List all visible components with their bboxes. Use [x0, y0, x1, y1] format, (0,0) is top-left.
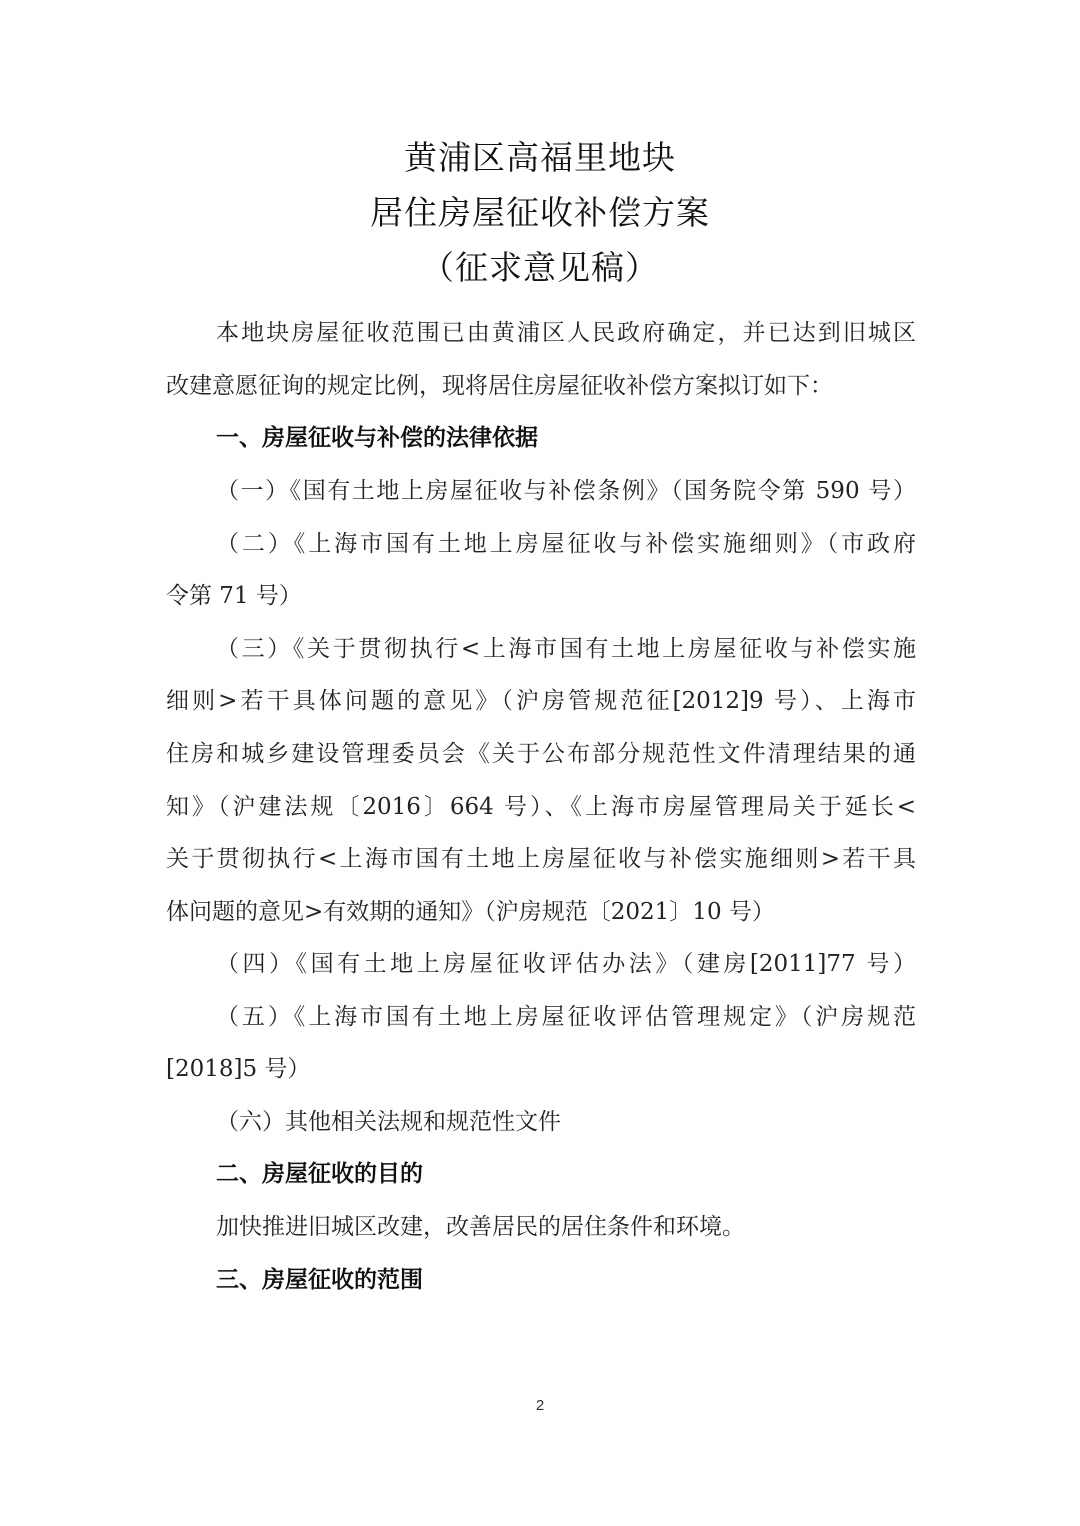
basis-item-2-line-1: （二）《上海市国有土地上房屋征收与补偿实施细则》（市政府	[216, 531, 916, 557]
basis-item-2-line-2: 令第 71 号）	[166, 583, 302, 609]
basis-item-5-line-1: （五）《上海市国有土地上房屋征收评估管理规定》（沪房规范	[216, 1004, 916, 1030]
basis-item-3-line-4: 知》（沪建法规〔2016〕664 号）、《上海市房屋管理局关于延长<	[166, 794, 916, 820]
basis-item-3-line-2: 细则>若干具体问题的意见》（沪房管规范征[2012]9 号）、上海市	[166, 688, 916, 714]
section-3-heading: 三、房屋征收的范围	[216, 1267, 423, 1293]
basis-item-3-line-6: 体问题的意见>有效期的通知》（沪房规范〔2021〕10 号）	[166, 899, 775, 925]
basis-item-3-line-1: （三）《关于贯彻执行<上海市国有土地上房屋征收与补偿实施	[216, 636, 916, 662]
section-2-heading: 二、房屋征收的目的	[216, 1161, 423, 1187]
title-line-2: 居住房屋征收补偿方案	[370, 193, 710, 232]
section-1-heading: 一、房屋征收与补偿的法律依据	[216, 425, 538, 451]
intro-line-1: 本地块房屋征收范围已由黄浦区人民政府确定，并已达到旧城区	[216, 320, 916, 346]
page-number: 2	[535, 1397, 545, 1414]
intro-line-2: 改建意愿征询的规定比例，现将居住房屋征收补偿方案拟订如下：	[166, 373, 833, 399]
basis-item-3-line-5: 关于贯彻执行<上海市国有土地上房屋征收与补偿实施细则>若干具	[166, 846, 916, 872]
basis-item-5-line-2: [2018]5 号）	[166, 1056, 311, 1082]
basis-item-4: （四）《国有土地上房屋征收评估办法》（建房[2011]77 号）	[216, 951, 916, 977]
basis-item-1: （一）《国有土地上房屋征收与补偿条例》（国务院令第 590 号）	[216, 478, 916, 504]
basis-item-6: （六）其他相关法规和规范性文件	[216, 1109, 561, 1135]
title-line-3: （征求意见稿）	[421, 248, 659, 287]
basis-item-3-line-3: 住房和城乡建设管理委员会《关于公布部分规范性文件清理结果的通	[166, 741, 916, 767]
title-line-1: 黄浦区高福里地块	[404, 138, 676, 177]
section-2-body: 加快推进旧城区改建，改善居民的居住条件和环境。	[216, 1214, 745, 1240]
